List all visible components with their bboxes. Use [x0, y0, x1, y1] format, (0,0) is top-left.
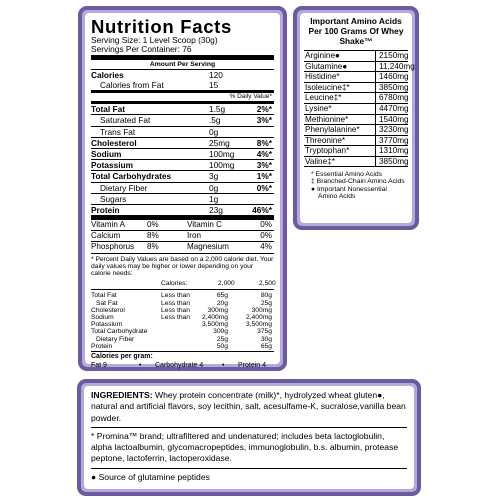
- nutrient-row-saturated-fat: [91, 115, 274, 125]
- nutrient-row-sodium: [91, 149, 274, 159]
- ingredients-body: [84, 386, 414, 489]
- calories-per-gram-title: Calories per gram:: [91, 352, 153, 360]
- nutrient-label: Dietary Fiber: [100, 182, 148, 193]
- vitamin-label: Vitamin C: [187, 220, 222, 230]
- amino-acids-panel: [293, 6, 419, 230]
- nutrient-amount: 0g: [209, 182, 219, 193]
- amino-acids-legend: [311, 171, 408, 201]
- reference-value-2000: 2,400mg: [201, 313, 228, 321]
- reference-value-2000: 50g: [216, 342, 228, 350]
- nutrient-row-cholesterol: [91, 138, 274, 148]
- nutrient-dv: 0%*: [256, 182, 272, 193]
- amino-acid-value: 1460mg: [375, 72, 409, 82]
- vitamin-label: Magnesium: [187, 242, 229, 252]
- nutrient-row-trans-fat: [91, 127, 274, 137]
- amino-acids-table: [304, 50, 415, 167]
- amino-acid-value: 6780mg: [375, 93, 409, 103]
- nutrient-label: Total Fat: [91, 104, 125, 115]
- nutrient-row-total-fat: [91, 104, 274, 114]
- vitamin-label: Phosphorus: [91, 242, 135, 252]
- nutrient-amount: 25mg: [209, 137, 230, 148]
- reference-value-2500: 3,500mg: [245, 321, 272, 329]
- nutrient-row-sugars: [91, 194, 274, 204]
- vitamin-label: Calcium: [91, 231, 121, 241]
- reference-qualifier: Less than: [161, 292, 190, 300]
- reference-value-2500: 375g: [257, 328, 272, 336]
- ingredients-panel: [77, 379, 421, 496]
- amino-acid-row: [304, 61, 415, 72]
- nutrient-dv: 1%*: [256, 171, 272, 182]
- amino-acid-name: Phenylalanine*: [305, 125, 360, 135]
- calories-from-fat-value: 15: [209, 80, 219, 90]
- vitamin-pct: 0%: [260, 231, 272, 241]
- nutrient-amount: 100mg: [209, 160, 235, 171]
- legend-item: ● Important Nonessential: [311, 185, 387, 193]
- reference-value-2000: 3,500mg: [201, 321, 228, 329]
- calories-label: Calories: [91, 69, 124, 80]
- amino-acid-value: 3850mg: [375, 157, 409, 167]
- nutrient-label: Potassium: [91, 160, 133, 171]
- reference-col2: 2,500: [259, 280, 276, 288]
- nutrition-facts-title: Nutrition Facts: [91, 16, 233, 37]
- amino-acid-name: Lysine*: [305, 103, 332, 113]
- ingredients-label: INGREDIENTS:: [91, 390, 153, 400]
- reference-col1: 2,000: [218, 280, 235, 288]
- vitamin-pct: 8%: [147, 242, 159, 252]
- amino-acids-body: [300, 13, 415, 223]
- amino-acid-name: Histidine*: [305, 72, 340, 82]
- reference-row: [91, 321, 274, 328]
- cpg-bullet: •: [222, 361, 225, 369]
- vitamin-row: [91, 220, 274, 230]
- amino-acid-name: Tryptophan*: [305, 146, 350, 156]
- promina-note: * Promina™ brand; ultrafiltered and undenatured; includes beta lactoglobulin, alpha lactoalbumin, glycomacropeptides, immunoglobulin, b.s. albumin, protease peptone, lactoferrin, lactoperoxidase.: [91, 430, 399, 464]
- ingredients-text: [91, 390, 407, 424]
- cpg-fat: Fat 9: [91, 361, 107, 369]
- reference-nutrient: Protein: [91, 342, 113, 350]
- nutrient-dv: 3%*: [256, 115, 272, 126]
- amino-acid-row: [304, 103, 408, 114]
- reference-row: [91, 292, 274, 299]
- reference-row: [91, 336, 274, 343]
- nutrient-row-dietary-fiber: [91, 183, 274, 193]
- reference-nutrient: Sodium: [91, 313, 114, 321]
- nutrient-label: Total Carbohydrates: [91, 171, 172, 182]
- nutrition-facts-panel: [78, 6, 287, 371]
- nutrient-amount: 3g: [209, 171, 219, 182]
- amino-acid-name: Valine‡*: [305, 156, 335, 166]
- reference-header: [91, 280, 274, 287]
- nutrient-dv: 3%*: [256, 160, 272, 171]
- reference-value-2000: 65g: [216, 292, 228, 300]
- nutrient-amount: 1.5g: [209, 104, 226, 115]
- nutrient-amount: 1g: [209, 193, 219, 204]
- nutrient-amount: 0g: [209, 126, 219, 137]
- daily-value-footnote: * Percent Daily Values are based on a 2,000 calorie diet. Your daily values may be higher or lower depending on your calorie needs:: [91, 255, 274, 278]
- vitamin-label: Vitamin A: [91, 220, 126, 230]
- nutrient-amount: 100mg: [209, 148, 235, 159]
- reference-row: [91, 314, 274, 321]
- reference-value-2500: 30g: [260, 335, 272, 343]
- daily-value-header: % Daily Value*: [229, 93, 272, 101]
- vitamin-row: [91, 231, 274, 241]
- reference-nutrient: Cholesterol: [91, 306, 125, 314]
- amino-acid-row: [304, 135, 408, 146]
- amino-acid-row: [304, 124, 408, 135]
- nutrient-label: Sugars: [100, 193, 127, 204]
- divider: [91, 468, 407, 469]
- amino-acids-title: Important Amino Acids Per 100 Grams Of Whey Shake™: [308, 16, 404, 46]
- amino-acid-value: 1540mg: [375, 115, 409, 125]
- reference-value-2000: 300mg: [207, 306, 228, 314]
- reference-value-2000: 300g: [213, 328, 228, 336]
- amino-acid-row: [304, 114, 408, 125]
- reference-nutrient: Dietary Fiber: [96, 335, 135, 343]
- nutrient-dv: 4%*: [256, 148, 272, 159]
- reference-row: [91, 328, 274, 335]
- nutrient-label: Saturated Fat: [100, 115, 151, 126]
- nutrient-row-total-carbohydrates: [91, 171, 274, 181]
- glutamine-source-note: ● Source of glutamine peptides: [91, 471, 210, 482]
- amino-acid-name: Leucine‡*: [305, 93, 342, 103]
- nutrient-amount: 23g: [209, 204, 223, 215]
- calories-from-fat-row: [91, 80, 274, 90]
- amino-acid-value: 4470mg: [375, 104, 409, 114]
- nutrient-amount: .5g: [209, 115, 221, 126]
- amino-acid-value: 1310mg: [375, 146, 409, 156]
- amino-acid-value: 3850mg: [375, 83, 409, 93]
- divider: [91, 289, 274, 290]
- calories-row: [91, 70, 274, 80]
- reference-value-2500: 2,400mg: [245, 313, 272, 321]
- nutrient-label: Sodium: [91, 148, 122, 159]
- nutrient-dv: 46%*: [252, 204, 272, 215]
- nutrient-row-potassium: [91, 160, 274, 170]
- amino-acid-row: [304, 50, 408, 61]
- amino-acid-value: 2150mg: [375, 51, 409, 61]
- calories-per-gram-line: [91, 361, 274, 370]
- amino-acid-name: Isoleucine‡*: [305, 82, 350, 92]
- amino-acid-row: [304, 92, 408, 103]
- vitamin-pct: 0%: [147, 220, 159, 230]
- vitamin-pct: 4%: [260, 242, 272, 252]
- amino-acid-row: [304, 145, 408, 156]
- amino-acid-value: 11,240mg: [375, 62, 415, 72]
- reference-value-2500: 25g: [260, 299, 272, 307]
- reference-calories-label: Calories:: [161, 280, 188, 288]
- amino-acid-value: 3230mg: [375, 125, 409, 135]
- legend-item: Amino Acids: [318, 193, 356, 201]
- cpg-bullet: •: [139, 361, 142, 369]
- amino-acid-name: Arginine●: [305, 51, 340, 60]
- cpg-protein: Protein 4: [238, 361, 267, 369]
- amino-acid-name: Threonine*: [305, 135, 346, 145]
- reference-qualifier: Less than: [161, 306, 190, 314]
- reference-row: [91, 343, 274, 350]
- divider: [91, 253, 274, 254]
- reference-nutrient: Sat Fat: [96, 299, 118, 307]
- legend-item: * Essential Amino Acids: [311, 170, 383, 178]
- servings-per-container: Servings Per Container: 76: [91, 44, 192, 55]
- reference-value-2500: 300mg: [251, 306, 272, 314]
- vitamin-label: Iron: [187, 231, 201, 241]
- nutrient-row-protein: [91, 205, 274, 215]
- reference-nutrient: Potassium: [91, 321, 123, 329]
- nutrition-facts-body: [85, 13, 280, 369]
- calories-from-fat-label: Calories from Fat: [100, 80, 164, 90]
- nutrient-dv: 8%*: [256, 137, 272, 148]
- nutrient-label: Cholesterol: [91, 137, 137, 148]
- nutrient-dv: 2%*: [256, 104, 272, 115]
- amino-acid-name: Glutamine●: [305, 61, 348, 71]
- reference-value-2000: 25g: [216, 335, 228, 343]
- reference-value-2500: 65g: [260, 342, 272, 350]
- reference-value-2500: 80g: [260, 292, 272, 300]
- calories-value: 120: [209, 69, 223, 80]
- cpg-carbohydrate: Carbohydrate 4: [155, 361, 204, 369]
- amino-acid-name: Methionine*: [305, 114, 349, 124]
- serving-size: Serving Size: 1 Level Scoop (30g): [91, 35, 218, 45]
- vitamin-row: [91, 242, 274, 252]
- reference-table: [91, 292, 274, 350]
- nutrient-label: Protein: [91, 204, 120, 215]
- legend-item: ‡ Branched-Chain Amino Acids: [311, 178, 405, 186]
- amino-acid-value: 3770mg: [375, 136, 409, 146]
- nutrient-label: Trans Fat: [100, 126, 136, 137]
- amino-acid-row: [304, 71, 408, 82]
- amino-acid-row: [304, 82, 408, 93]
- reference-value-2000: 20g: [216, 299, 228, 307]
- divider: [91, 427, 407, 428]
- reference-row: [91, 300, 274, 307]
- vitamin-pct: 0%: [260, 220, 272, 230]
- reference-nutrient: Total Fat: [91, 292, 117, 300]
- reference-row: [91, 307, 274, 314]
- reference-qualifier: Less than: [161, 313, 190, 321]
- amino-acid-row: [304, 156, 408, 167]
- reference-nutrient: Total Carbohydrate: [91, 328, 148, 336]
- reference-qualifier: Less than: [161, 299, 190, 307]
- ingredients-list: Whey protein concentrate (milk)*, hydrolyzed wheat gluten●, natural and artificial flavors, soy lecithin, salt, acesulfame-K, sucralose,vanilla bean powder.: [91, 390, 406, 423]
- divider: [91, 351, 274, 352]
- vitamin-pct: 8%: [147, 231, 159, 241]
- amount-per-serving-label: Amount Per Serving: [149, 60, 216, 68]
